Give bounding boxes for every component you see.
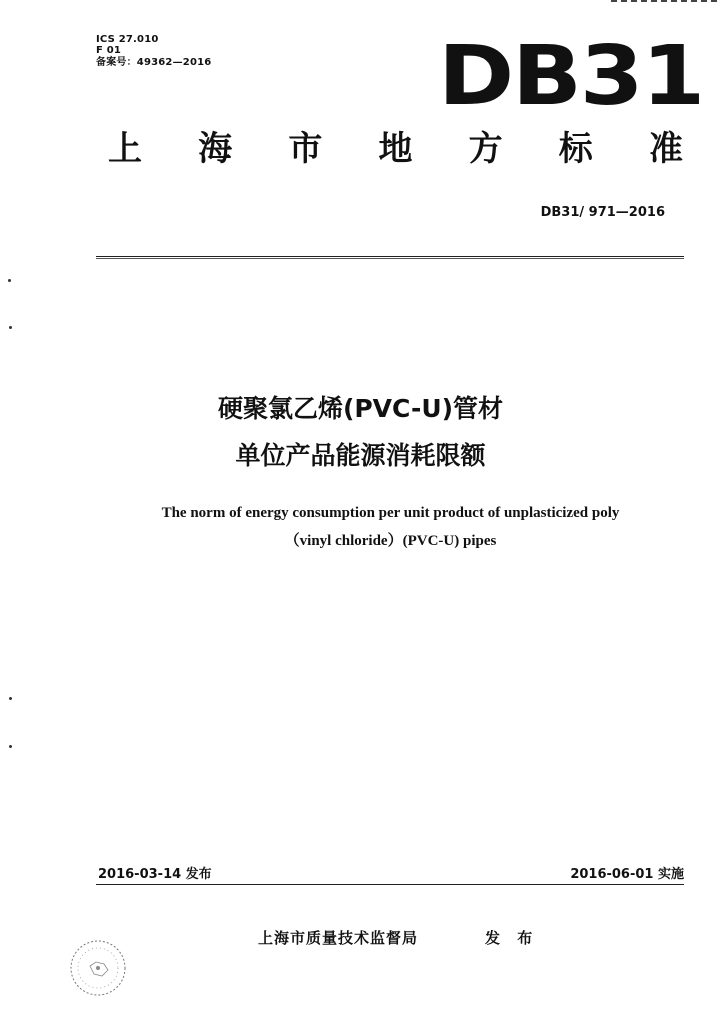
document-title-zh-line2: 单位产品能源消耗限额 [235, 441, 486, 470]
standard-type-title [108, 129, 683, 169]
issue-date: 2016-03-14 发布 [98, 867, 212, 882]
scan-dot [9, 326, 12, 329]
db31-logo: DB31 [438, 29, 704, 124]
divider-bottom [96, 884, 684, 885]
document-title-en-line1: The norm of energy consumption per unit product of unplasticized poly [161, 505, 620, 521]
scan-dot [8, 279, 11, 282]
divider-top-secondary [96, 258, 684, 259]
category-code: F 01 [96, 45, 122, 56]
title-char: 市 [288, 129, 323, 169]
title-char: 标 [558, 129, 593, 169]
document-title-en-line2: （vinyl chloride）(PVC-U) pipes [284, 533, 497, 549]
standard-number: DB31/ 971—2016 [540, 205, 665, 220]
scan-edge-mark [611, 0, 721, 2]
divider-top [96, 256, 684, 257]
title-char: 海 [198, 129, 233, 169]
title-char: 方 [468, 129, 503, 169]
publish-label: 发 布 [485, 929, 539, 947]
title-char: 准 [648, 129, 683, 169]
ics-code: ICS 27.010 [96, 34, 159, 45]
publisher-name: 上海市质量技术监督局 [258, 929, 419, 947]
implementation-date: 2016-06-01 实施 [570, 867, 684, 882]
scan-dot [9, 745, 12, 748]
title-char: 地 [378, 129, 413, 169]
seal-stamp-icon [66, 936, 130, 1000]
scan-dot [9, 697, 12, 700]
record-number: 备案号：49362—2016 [96, 57, 212, 68]
document-title-zh-line1: 硬聚氯乙烯(PVC-U)管材 [217, 394, 504, 423]
title-char: 上 [108, 129, 142, 169]
